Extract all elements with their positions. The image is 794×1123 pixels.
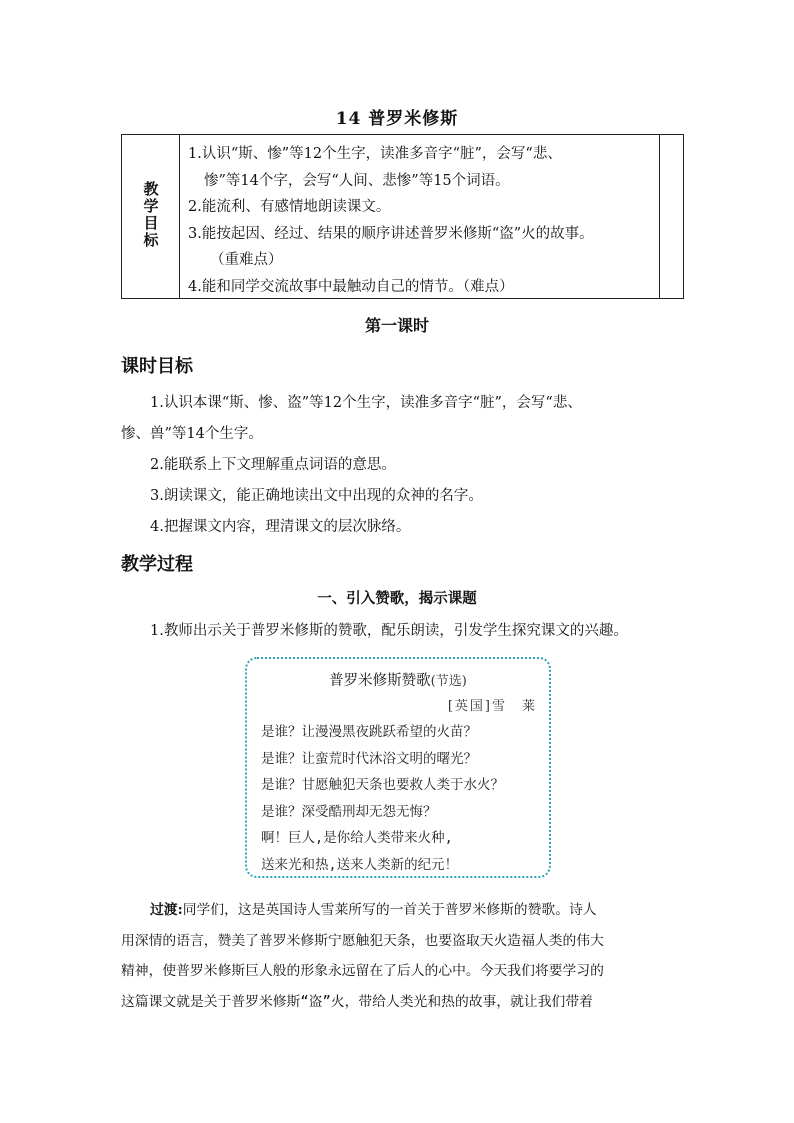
section-heading-process: 教学过程 xyxy=(121,554,193,575)
transition-line: 用深情的语言，赞美了普罗米修斯宁愿触犯天条，也要盗取天火造福人类的伟大 xyxy=(121,932,604,949)
goals-label-char: 学 xyxy=(143,197,159,215)
goal-line: 惨”等14个字，会写“人间、悲惨”等15个词语。 xyxy=(204,172,510,189)
step-paragraph: 1.教师出示关于普罗米修斯的赞歌，配乐朗读，引发学生探究课文的兴趣。 xyxy=(150,623,628,639)
goals-label-cell xyxy=(122,135,180,298)
goals-label xyxy=(142,181,160,249)
poem-author: [英国]雪 莱 xyxy=(447,699,537,714)
poem-title-note: (节选) xyxy=(430,674,467,689)
goals-label-char: 教 xyxy=(143,180,159,198)
objectives-list xyxy=(121,388,686,543)
goals-label-char: 目 xyxy=(143,214,159,232)
poem-line: 是谁？让漫漫黑夜跳跃希望的火苗？ xyxy=(261,724,477,740)
transition-paragraph xyxy=(121,895,686,1018)
objective-item: 1.认识本课“斯、惨、盗”等12个生字，读准多音字“脏”，会写“悲、 xyxy=(150,395,582,411)
poem-line: 是谁？深受酷刑却无怨无悔？ xyxy=(261,803,437,820)
goal-line: 4.能和同学交流故事中最触动自己的情节。（难点） xyxy=(188,278,514,295)
poem-line: 啊！巨人,是你给人类带来火种, xyxy=(261,830,453,846)
goal-line: 1.认识“斯、惨”等12个生字，读准多音字“脏”，会写“悲、 xyxy=(188,146,562,162)
teaching-goals-table xyxy=(121,134,684,299)
poem-lines xyxy=(261,719,504,878)
section-heading-objectives: 课时目标 xyxy=(121,356,193,377)
transition-line xyxy=(121,895,686,926)
poem-title xyxy=(247,669,549,690)
goals-label-char: 标 xyxy=(143,231,159,249)
goal-line: 2.能流利、有感情地朗读课文。 xyxy=(188,199,391,215)
goal-line: 3.能按起因、经过、结果的顺序讲述普罗米修斯“盗”火的故事。 xyxy=(188,225,594,242)
goal-line: （重难点） xyxy=(210,252,283,268)
poem-line: 是谁？让蛮荒时代沐浴文明的曙光？ xyxy=(261,750,477,767)
transition-line: 这篇课文就是关于普罗米修斯“盗”火，带给人类光和热的故事，就让我们带着 xyxy=(121,994,593,1011)
period-title: 第一课时 xyxy=(364,316,429,335)
poem-line: 是谁？甘愿触犯天条也要救人类于水火？ xyxy=(261,777,504,793)
objective-item: 惨、兽”等14个生字。 xyxy=(121,426,263,442)
objective-item: 3.朗读课文，能正确地读出文中出现的众神的名字。 xyxy=(150,488,483,504)
goals-content-cell xyxy=(180,135,660,298)
step-title: 一、引入赞歌，揭示课题 xyxy=(317,590,477,607)
transition-lead: 过渡: xyxy=(150,902,183,918)
poem-box xyxy=(245,657,551,878)
poem-line: 送来光和热,送来人类新的纪元！ xyxy=(261,856,459,873)
objective-item: 4.把握课文内容，理清课文的层次脉络。 xyxy=(150,519,411,535)
poem-title-text: 普罗米修斯赞歌 xyxy=(329,673,431,689)
transition-line: 精神，使普罗米修斯巨人般的形象永远留在了后人的心中。今天我们将要学习的 xyxy=(121,963,604,980)
objective-item: 2.能联系上下文理解重点词语的意思。 xyxy=(150,457,396,473)
lesson-title: 14 普罗米修斯 xyxy=(335,109,459,129)
transition-text: 同学们，这是英国诗人雪莱所写的一首关于普罗米修斯的赞歌。诗人 xyxy=(182,902,597,918)
